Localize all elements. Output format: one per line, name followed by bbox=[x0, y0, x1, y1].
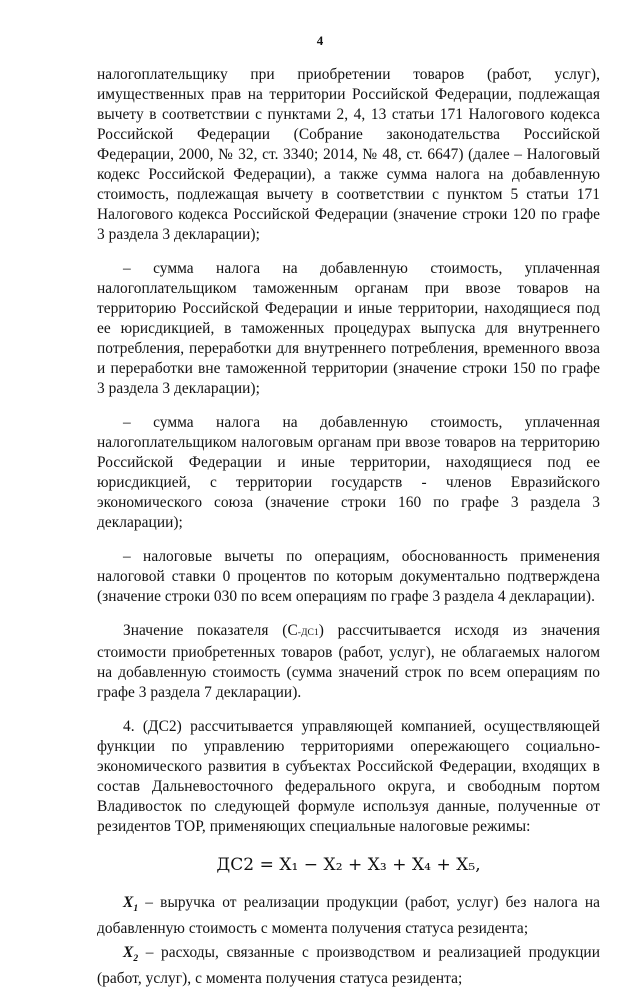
definition-x1 bbox=[97, 893, 600, 939]
definition-x1-text: – выручка от реализации продукции (работ, услуг) без налога на добавленную стоимость с момента получения статуса резидента; bbox=[97, 894, 600, 938]
document-body bbox=[97, 65, 600, 989]
paragraph-zero-rate: – налоговые вычеты по операциям, обоснованность применения налоговой ставки 0 процентов по которым документально подтверждена (значение строки 030 по всем операциям по графе 3 раздела 4 декларации). bbox=[97, 548, 600, 605]
formula-ds2: ДС2 = X₁ − X₂ + X₃ + X₄ + X₅, bbox=[216, 855, 481, 875]
indicator-text-before: Значение показателя (С bbox=[123, 622, 298, 639]
variable-x1: $X_1$ bbox=[123, 894, 139, 915]
definition-x2-text: – расходы, связанные с производством и реализацией продукции (работ, услуг), с момента получения статуса резидента; bbox=[97, 944, 600, 988]
paragraph-formula-intro: 4. (ДС2) рассчитывается управляющей компанией, осуществляющей функции по управлению территориями опережающего социально-экономического развития в субъектах Российской Федерации, входящих в состав Дальневосточного федерального округа, и свободным портом Владивосток по следующей формуле используя данные, полученные от резидентов ТОР, применяющих специальные налоговые режимы: bbox=[97, 718, 600, 835]
paragraph-deduction-intro: налогоплательщику при приобретении товаров (работ, услуг), имущественных прав на территории Российской Федерации, подлежащая вычету в соответствии с пунктами 2, 4, 13 статьи 171 Налогового кодекса Российской Федерации (Собрание законодательства Российской Федерации, 2000, № 32, ст. 3340; 2014, № 48, ст. 6647) (далее – Налоговый кодекс Российской Федерации), а также сумма налога на добавленную стоимость, подлежащая вычету в соответствии с пунктом 5 статьи 171 Налогового кодекса Российской Федерации (значение строки 120 по графе 3 раздела 3 декларации); bbox=[97, 66, 600, 243]
variable-x2: $X_2$ bbox=[123, 944, 139, 965]
paragraph-import-tax: – сумма налога на добавленную стоимость, уплаченная налогоплательщиком налоговым органам при ввозе товаров на территорию Российской Федерации и иные территории, находящиеся под ее юрисдикцией, с территории государств - членов Евразийского экономического союза (значение строки 160 по графе 3 раздела 3 декларации); bbox=[97, 414, 600, 531]
indicator-subscript: -ДС1 bbox=[297, 627, 319, 638]
paragraph-customs-tax: – сумма налога на добавленную стоимость, уплаченная налогоплательщиком таможенным органам при ввозе товаров на территорию Российской Федерации и иные территории, находящиеся под ее юрисдикцией, в таможенных процедурах выпуска для внутреннего потребления, переработки для внутреннего потребления, временного ввоза и переработки вне таможенной территории (значение строки 150 по графе 3 раздела 3 декларации); bbox=[97, 260, 600, 397]
definition-x2 bbox=[97, 943, 600, 989]
page-number: 4 bbox=[316, 33, 324, 48]
paragraph-indicator-value bbox=[97, 621, 600, 703]
indicator-text-after: ) рассчитывается исходя из значения стоимости приобретенных товаров (работ, услуг), не облагаемых налогом на добавленную стоимость (сумма значений строк по всем операциям по графе 3 раздела 7 декларации). bbox=[97, 622, 601, 701]
